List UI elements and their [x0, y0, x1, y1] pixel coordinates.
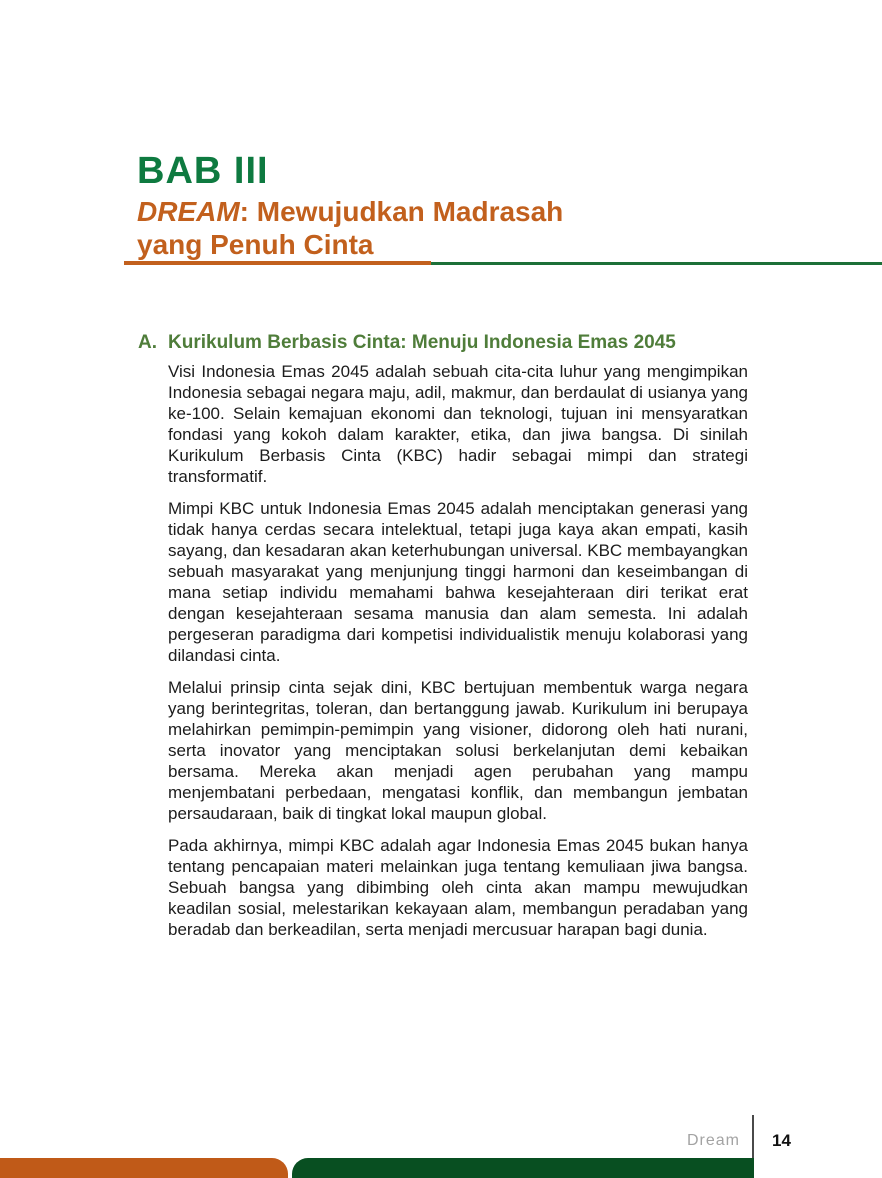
body-text: [168, 361, 748, 951]
section-label: A.: [138, 332, 157, 353]
page-number: 14: [772, 1131, 791, 1150]
paragraph: Pada akhirnya, mimpi KBC adalah agar Indonesia Emas 2045 bukan hanya tentang pencapaian materi melainkan juga tentang kemuliaan jiwa bangsa. Sebuah bangsa yang dibimbing oleh cinta akan mampu mewujudkan keadilan sosial, melestarikan kekayaan alam, membangun peradaban yang beradab dan berkeadilan, serta menjadi mercusuar harapan bagi dunia.: [168, 836, 748, 939]
chapter-title-line1: [137, 195, 563, 228]
section-heading: [138, 331, 758, 354]
paragraph: Mimpi KBC untuk Indonesia Emas 2045 adalah menciptakan generasi yang tidak hanya cerdas secara intelektual, tetapi juga kaya akan empati, kasih sayang, dan kesadaran akan keterhubungan universal. KBC membayangkan sebuah masyarakat yang menjunjung tinggi harmoni dan keseimbangan di mana setiap individu memahami bahwa kesejahteraan diri terikat erat dengan kesejahteraan sesama manusia dan alam semesta. Ini adalah pergeseran paradigma dari kompetisi individualistik menuju kolaborasi yang dilandasi cinta.: [168, 499, 748, 665]
paragraph: Visi Indonesia Emas 2045 adalah sebuah cita-cita luhur yang mengimpikan Indonesia sebagai negara maju, adil, makmur, dan berdaulat di usianya yang ke-100. Selain kemajuan ekonomi dan teknologi, tujuan ini mensyaratkan fondasi yang kokoh dalam karakter, etika, dan jiwa bangsa. Di sinilah Kurikulum Berbasis Cinta (KBC) hadir sebagai mimpi dan strategi transformatif.: [168, 362, 748, 486]
title-rule-orange-segment: [124, 261, 431, 265]
footer-running-title: Dream: [686, 1132, 740, 1149]
bottom-bar-orange: [0, 1158, 288, 1178]
bottom-bar-green: [292, 1158, 754, 1178]
chapter-title: [137, 195, 563, 261]
chapter-number: BAB III: [137, 150, 269, 192]
chapter-title-line2: yang Penuh Cinta: [137, 229, 374, 260]
title-rule: [124, 261, 882, 265]
chapter-title-acronym: DREAM: [137, 196, 240, 227]
title-rule-green-segment: [431, 262, 882, 265]
section-heading-text: Kurikulum Berbasis Cinta: Menuju Indonesia Emas 2045: [168, 332, 676, 353]
paragraph: Melalui prinsip cinta sejak dini, KBC bertujuan membentuk warga negara yang berintegritas, toleran, dan bertanggung jawab. Kurikulum ini berupaya melahirkan pemimpin-pemimpin yang visioner, didorong oleh hati nurani, serta inovator yang menciptakan solusi berkelanjutan demi kebaikan bersama. Mereka akan menjadi agen perubahan yang mampu menjembatani perbedaan, mengatasi konflik, dan membangun jembatan persaudaraan, baik di tingkat lokal maupun global.: [168, 678, 748, 823]
chapter-title-after: : Mewujudkan Madrasah: [239, 196, 564, 227]
